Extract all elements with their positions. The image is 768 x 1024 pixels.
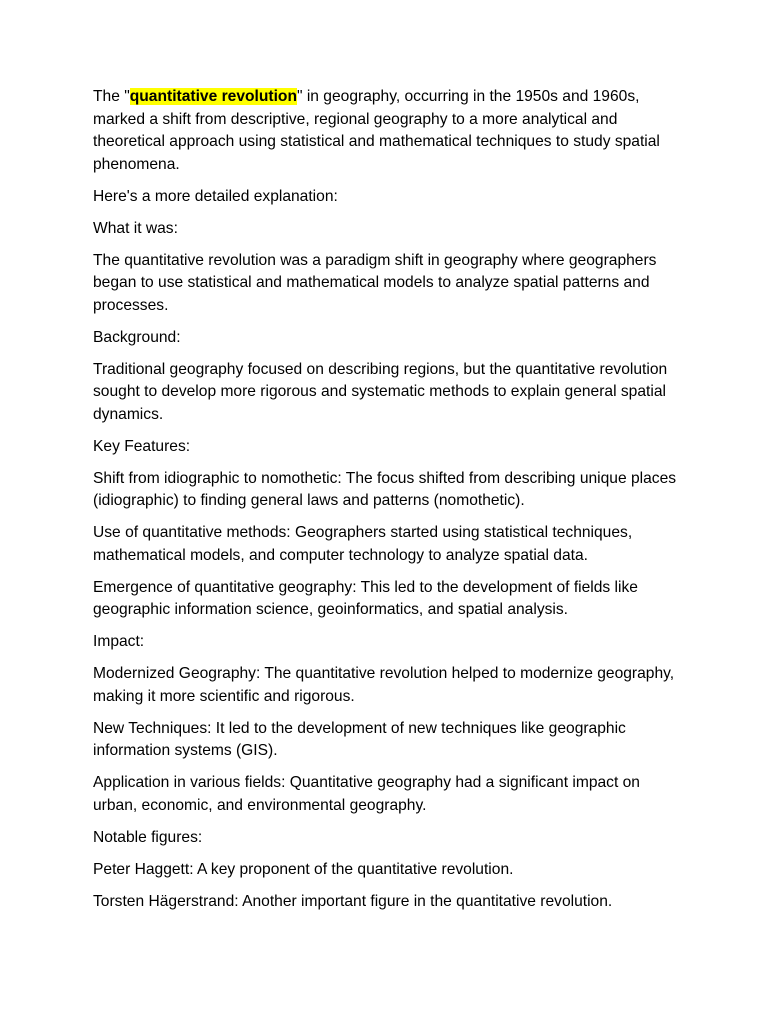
heading-key-features: Key Features: bbox=[93, 437, 191, 455]
impact-modernized-geography: Modernized Geography: The quantitative revolution helped to modernize geography, making it more scientific and rigorous. bbox=[93, 665, 675, 705]
intro-text-after: " in geography, occurring in the 1950s and 1960s, marked a shift from descriptive, regional geography to a more analytical and theoretical approach using statistical and mathematical techniques to study spatial phenomena. bbox=[93, 88, 660, 173]
paragraph-definition: The quantitative revolution was a paradigm shift in geography where geographers began to use statistical and mathematical models to analyze spatial patterns and processes. bbox=[93, 251, 657, 314]
intro-paragraph bbox=[93, 86, 678, 176]
paragraph-background: Traditional geography focused on describing regions, but the quantitative revolution sought to develop more rigorous and systematic methods to explain general spatial dynamics. bbox=[93, 360, 668, 423]
explanation-intro: Here's a more detailed explanation: bbox=[93, 187, 338, 205]
feature-idiographic-nomothetic: Shift from idiographic to nomothetic: The focus shifted from describing unique places (idiographic) to finding general laws and patterns (nomothetic). bbox=[93, 469, 677, 509]
intro-text-before: The " bbox=[93, 88, 130, 105]
document-body bbox=[93, 86, 678, 923]
impact-new-techniques: New Techniques: It led to the development of new techniques like geographic information systems (GIS). bbox=[93, 719, 626, 759]
figure-torsten-hagerstrand: Torsten Hägerstrand: Another important figure in the quantitative revolution. bbox=[93, 892, 613, 910]
heading-background: Background: bbox=[93, 328, 181, 346]
highlighted-term: quantitative revolution bbox=[129, 88, 297, 105]
heading-impact: Impact: bbox=[93, 633, 145, 650]
figure-peter-haggett: Peter Haggett: A key proponent of the quantitative revolution. bbox=[93, 860, 514, 878]
heading-what-it-was: What it was: bbox=[93, 219, 178, 237]
impact-application-fields: Application in various fields: Quantitative geography had a significant impact on urban, economic, and environmental geography. bbox=[93, 774, 640, 814]
feature-quantitative-geography: Emergence of quantitative geography: This led to the development of fields like geographic information science, geoinformatics, and spatial analysis. bbox=[93, 578, 638, 618]
heading-notable-figures: Notable figures: bbox=[93, 828, 203, 846]
feature-quantitative-methods: Use of quantitative methods: Geographers started using statistical techniques, mathematical models, and computer technology to analyze spatial data. bbox=[93, 524, 633, 564]
